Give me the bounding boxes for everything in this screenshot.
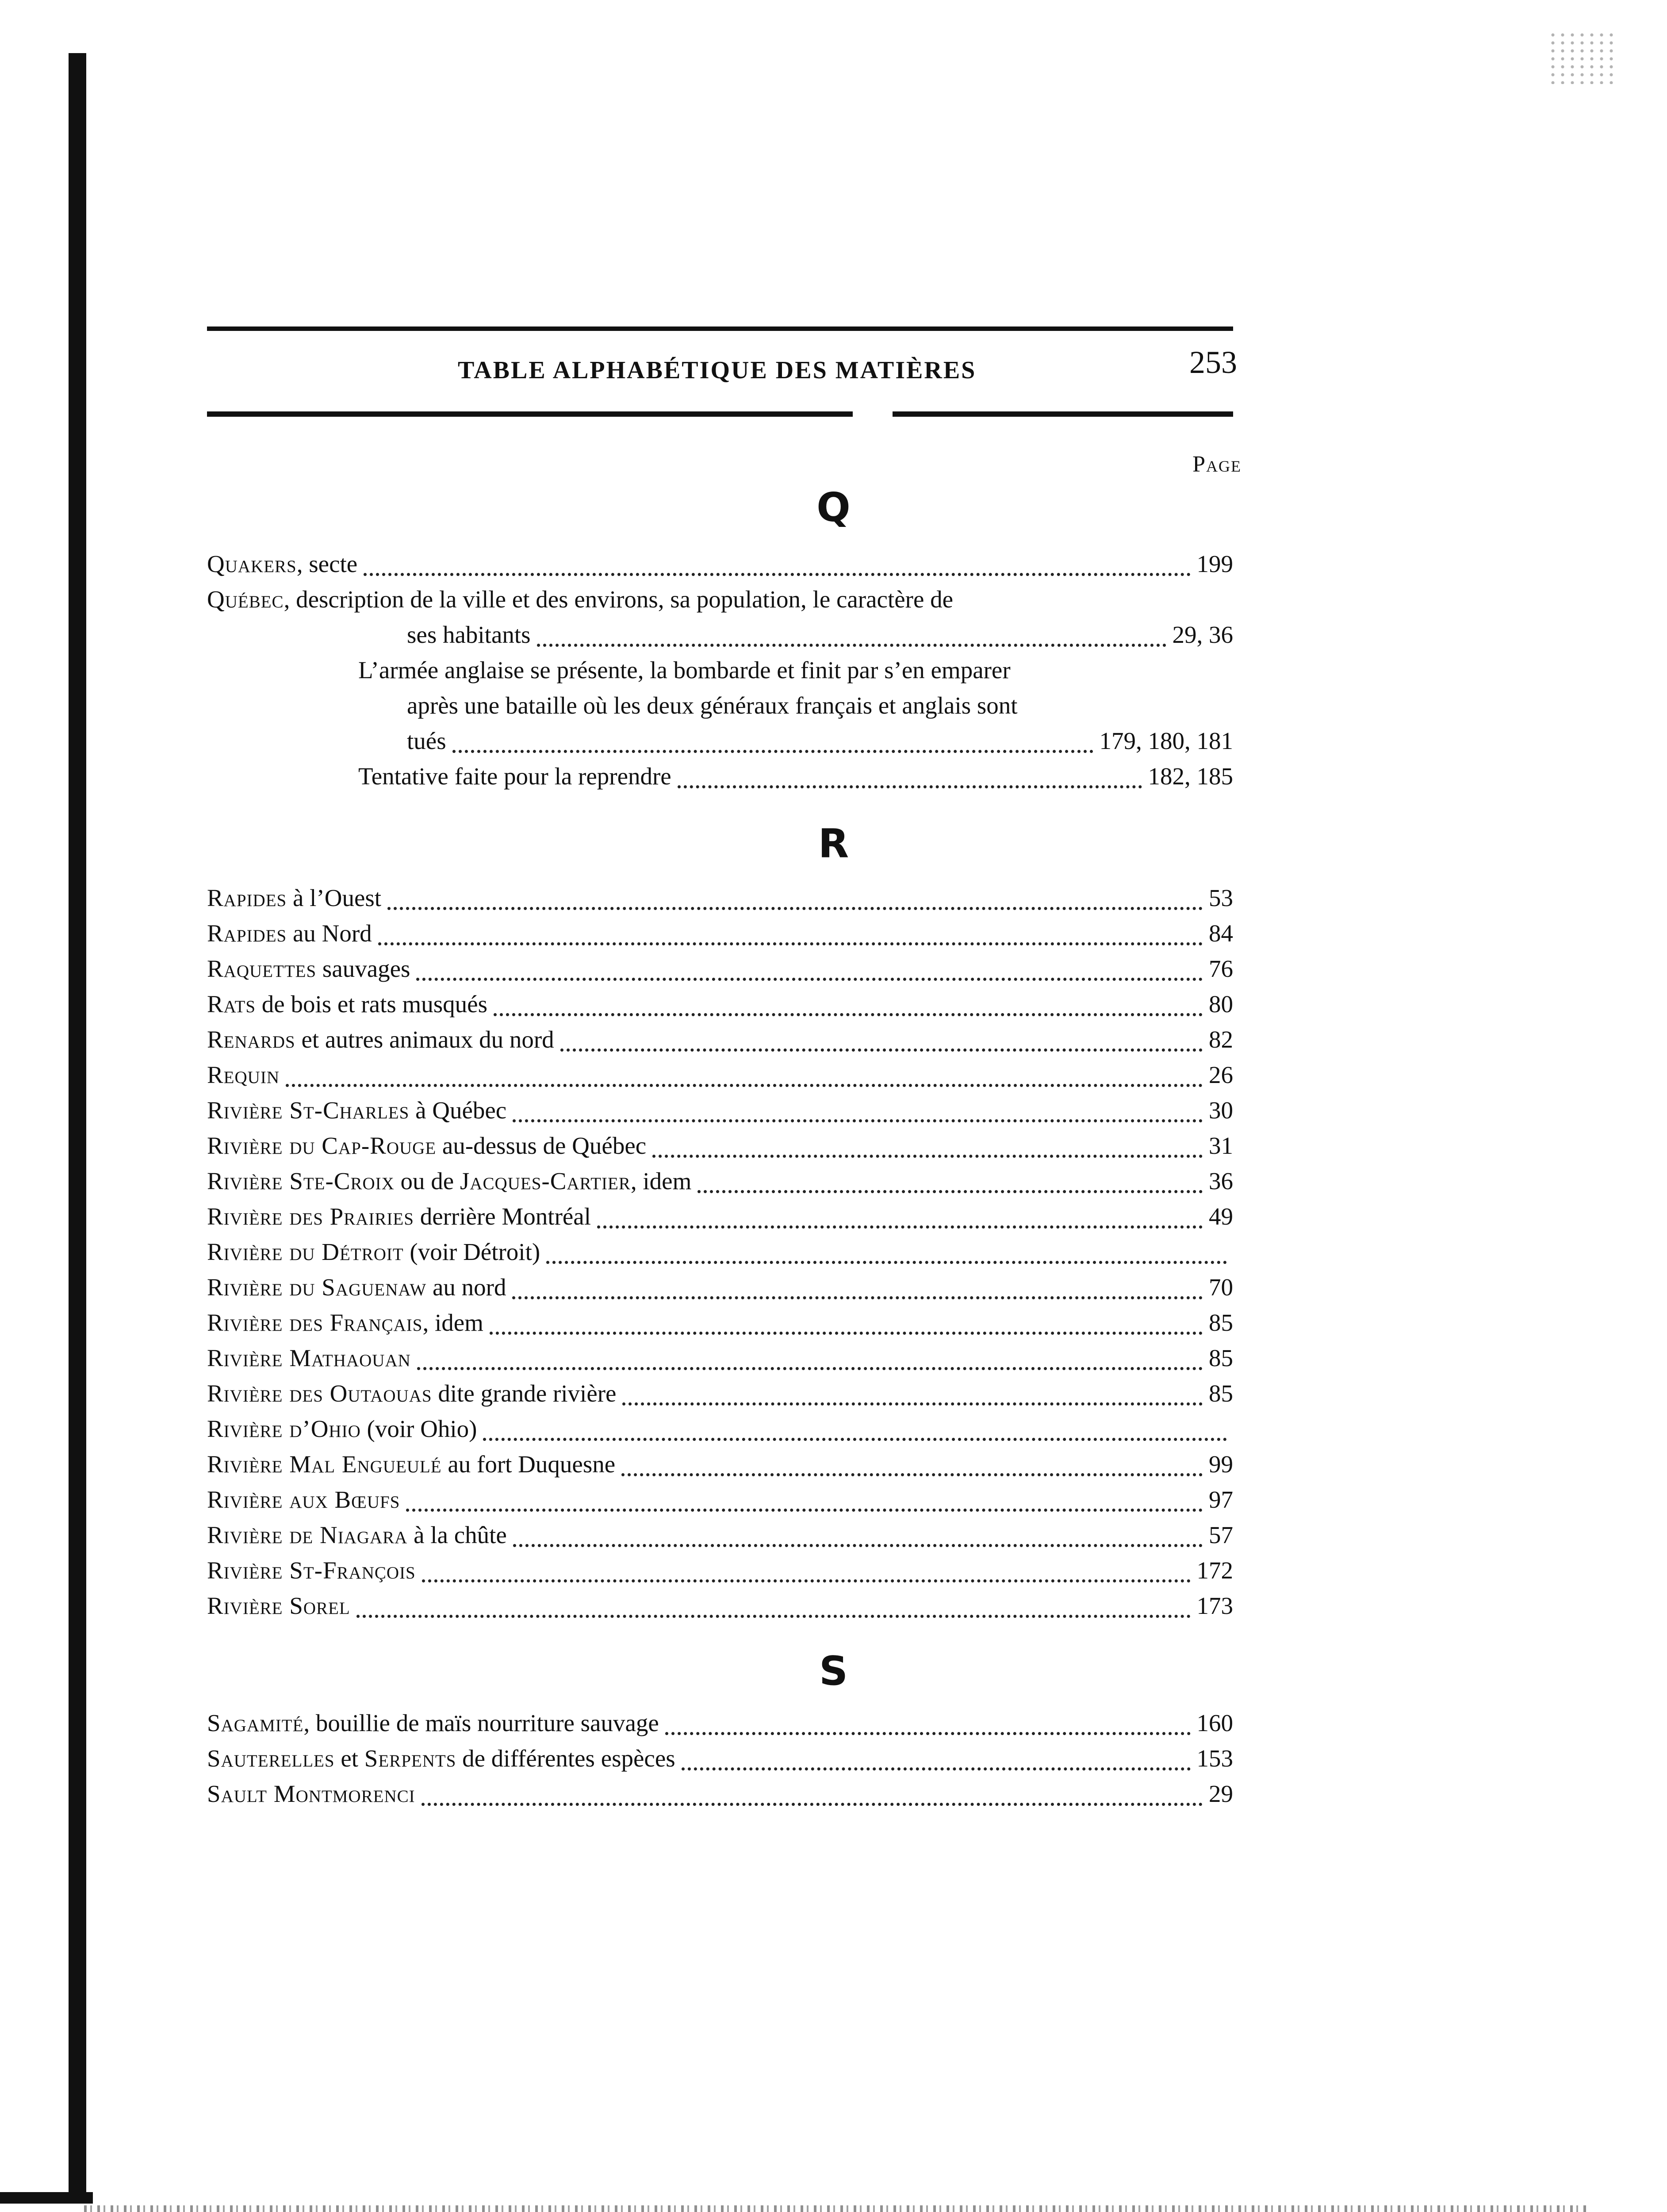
index-entry [207, 880, 1233, 916]
entry-head: Rivière des Outaouas [207, 1380, 432, 1407]
entry-text: tués [407, 727, 446, 754]
leader-dots [665, 1722, 1191, 1735]
entry-page: 49 [1209, 1203, 1233, 1230]
entry-page: 179, 180, 181 [1099, 727, 1233, 754]
index-entry [207, 1270, 1233, 1305]
entry-text: au fort Duquesne [441, 1451, 616, 1478]
leader-dots [406, 1499, 1203, 1512]
index-entry [207, 1741, 1233, 1776]
index-entry [207, 1705, 1233, 1741]
index-entry [207, 916, 1233, 951]
entry-page: 182, 185 [1148, 763, 1233, 790]
leader-dots [286, 1074, 1203, 1087]
entry-head: Rats [207, 991, 256, 1018]
entry-head-2: Jacques-Cartier [460, 1167, 631, 1194]
leader-dots [513, 1534, 1203, 1547]
section-letter-q: Q [816, 484, 851, 531]
entry-text: , description de la ville et des environs, sa population, le caractère de [284, 586, 954, 613]
entry-text: (voir Détroit) [403, 1238, 540, 1265]
entry-text: et [334, 1745, 364, 1772]
entry-text: , bouillie de maïs nourriture sauvage [303, 1709, 659, 1736]
entry-head: Rivière du Cap-Rouge [207, 1132, 437, 1159]
entry-page: 199 [1196, 550, 1233, 577]
entry-page: 99 [1209, 1451, 1233, 1478]
entry-text: au Nord [287, 920, 372, 947]
entry-page: 85 [1209, 1309, 1233, 1336]
entry-head: Sault Montmorenci [207, 1780, 415, 1807]
entry-text: à Québec [409, 1097, 507, 1124]
index-entry [207, 1164, 1233, 1199]
entry-page: 29 [1209, 1780, 1233, 1807]
section-letter-r: R [818, 821, 849, 867]
index-entry [207, 987, 1233, 1022]
entry-text-2: de différentes espèces [456, 1745, 675, 1772]
entry-head: Rivière Mal Engueulé [207, 1451, 442, 1478]
entry-page: 70 [1209, 1274, 1233, 1301]
index-entry-continuation [407, 688, 1233, 723]
index-entry [207, 1447, 1233, 1482]
binding-edge [69, 53, 86, 2203]
leader-dots [560, 1039, 1203, 1052]
entry-text: et autres animaux du nord [295, 1026, 554, 1053]
entry-head: Rivière des Prairies [207, 1203, 414, 1230]
leader-dots [378, 933, 1203, 945]
entry-head: Rivière du Détroit [207, 1238, 404, 1265]
binding-edge-foot [0, 2192, 93, 2204]
index-entry [207, 1022, 1233, 1057]
entry-text: derrière Montréal [414, 1203, 591, 1230]
index-entry [207, 951, 1233, 987]
index-entry-continuation [407, 723, 1233, 759]
leader-dots [494, 1003, 1203, 1016]
leader-dots [387, 897, 1203, 910]
leader-dots [452, 740, 1093, 753]
entry-head: Sauterelles [207, 1745, 335, 1772]
index-entry [207, 1057, 1233, 1093]
index-entry [207, 1305, 1233, 1340]
entry-text: , secte [296, 550, 358, 577]
entry-text: (voir Ohio) [360, 1415, 477, 1442]
entry-head-2: Serpents [364, 1745, 456, 1772]
leader-dots [483, 1428, 1227, 1441]
scan-noise-corner [1548, 31, 1614, 84]
page-column-label: Page [1192, 452, 1242, 477]
entry-head: Sagamité [207, 1709, 304, 1736]
leader-dots [422, 1793, 1203, 1806]
entry-head: Rivière d’Ohio [207, 1415, 361, 1442]
index-entry [207, 1340, 1233, 1376]
entry-head: Rivière Ste-Croix [207, 1167, 395, 1194]
index-entry [207, 1776, 1233, 1812]
entry-text: L’armée anglaise se présente, la bombarde et finit par s’en emparer [358, 657, 1011, 684]
entry-page: 36 [1209, 1167, 1233, 1194]
index-entry [207, 1411, 1233, 1447]
index-entry [207, 1376, 1233, 1411]
index-subentry [358, 653, 1233, 688]
entry-head: Rivière St-Charles [207, 1097, 410, 1124]
running-title: TABLE ALPHABÉTIQUE DES MATIÈRES [458, 357, 977, 384]
entry-head: Québec [207, 586, 284, 613]
entry-text: Tentative faite pour la reprendre [358, 763, 671, 790]
entry-text: à l’Ouest [287, 884, 382, 911]
leader-dots [422, 1570, 1191, 1582]
index-entry [207, 1553, 1233, 1588]
entry-head: Rivière St-François [207, 1557, 416, 1584]
leader-dots [356, 1605, 1191, 1618]
page-number: 253 [1189, 345, 1237, 380]
entry-page: 80 [1209, 991, 1233, 1018]
entry-page: 172 [1196, 1557, 1233, 1584]
entry-head: Rapides [207, 920, 287, 947]
index-entry [207, 582, 1233, 617]
leader-dots [512, 1286, 1203, 1299]
entry-page: 173 [1196, 1592, 1233, 1619]
entry-head: Rivière des Français [207, 1309, 423, 1336]
entry-text: de bois et rats musqués [256, 991, 487, 1018]
entry-head: Quakers [207, 550, 297, 577]
entry-head: Rivière Sorel [207, 1592, 350, 1619]
entry-page: 53 [1209, 884, 1233, 911]
entry-text: à la chûte [407, 1521, 507, 1548]
index-entry-continuation [407, 617, 1233, 653]
header-rule-top [207, 326, 1233, 331]
entry-text: au nord [426, 1274, 506, 1301]
entry-page: 26 [1209, 1061, 1233, 1088]
entry-page: 57 [1209, 1521, 1233, 1548]
entry-page: 153 [1196, 1745, 1233, 1772]
entry-text: après une bataille où les deux généraux français et anglais sont [407, 692, 1018, 719]
section-letter-s: S [819, 1648, 848, 1694]
leader-dots [513, 1110, 1203, 1122]
entry-text: au-dessus de Québec [436, 1132, 647, 1159]
leader-dots [490, 1322, 1203, 1335]
leader-dots [621, 1463, 1203, 1476]
entry-head: Renards [207, 1026, 295, 1053]
entry-page: 85 [1209, 1380, 1233, 1407]
entry-text: ou de [394, 1167, 460, 1194]
leader-dots [364, 563, 1190, 576]
leader-dots [682, 1758, 1191, 1770]
entry-page: 29, 36 [1172, 621, 1233, 648]
leader-dots [417, 1357, 1203, 1370]
leader-dots [678, 776, 1142, 788]
entry-text: dite grande rivière [432, 1380, 617, 1407]
entry-text: ses habitants [407, 621, 531, 648]
entry-head: Rivière Mathaouan [207, 1344, 411, 1371]
entry-text: , idem [422, 1309, 483, 1336]
entry-page: 76 [1209, 955, 1233, 982]
index-entry [207, 1093, 1233, 1128]
entry-head: Rapides [207, 884, 287, 911]
entry-head: Rivière aux Bœufs [207, 1486, 400, 1513]
entry-page: 160 [1196, 1709, 1233, 1736]
entry-page: 31 [1209, 1132, 1233, 1159]
index-entry [207, 1517, 1233, 1553]
entry-head: Raquettes [207, 955, 317, 982]
entry-head: Rivière du Saguenaw [207, 1274, 427, 1301]
index-entry [207, 1128, 1233, 1164]
leader-dots [597, 1216, 1203, 1229]
entry-page: 85 [1209, 1344, 1233, 1371]
index-entry [207, 1199, 1233, 1234]
header-rule-left [207, 411, 853, 417]
index-subentry [358, 759, 1233, 794]
index-entry [207, 1234, 1233, 1270]
leader-dots [697, 1180, 1203, 1193]
entry-text: sauvages [316, 955, 410, 982]
leader-dots [416, 968, 1203, 981]
entry-head: Rivière de Niagara [207, 1521, 408, 1548]
entry-head: Requin [207, 1061, 280, 1088]
entry-page: 82 [1209, 1026, 1233, 1053]
entry-page: 30 [1209, 1097, 1233, 1124]
index-entry [207, 1482, 1233, 1517]
index-entry [207, 546, 1233, 582]
index-entry [207, 1588, 1233, 1624]
scan-noise-bottom [84, 2205, 1588, 2212]
entry-text-2: , idem [630, 1167, 692, 1194]
leader-dots [537, 634, 1166, 647]
leader-dots [546, 1251, 1227, 1264]
header-rule-right [893, 411, 1233, 417]
entry-page: 97 [1209, 1486, 1233, 1513]
leader-dots [652, 1145, 1203, 1158]
leader-dots [622, 1393, 1203, 1406]
entry-page: 84 [1209, 920, 1233, 947]
